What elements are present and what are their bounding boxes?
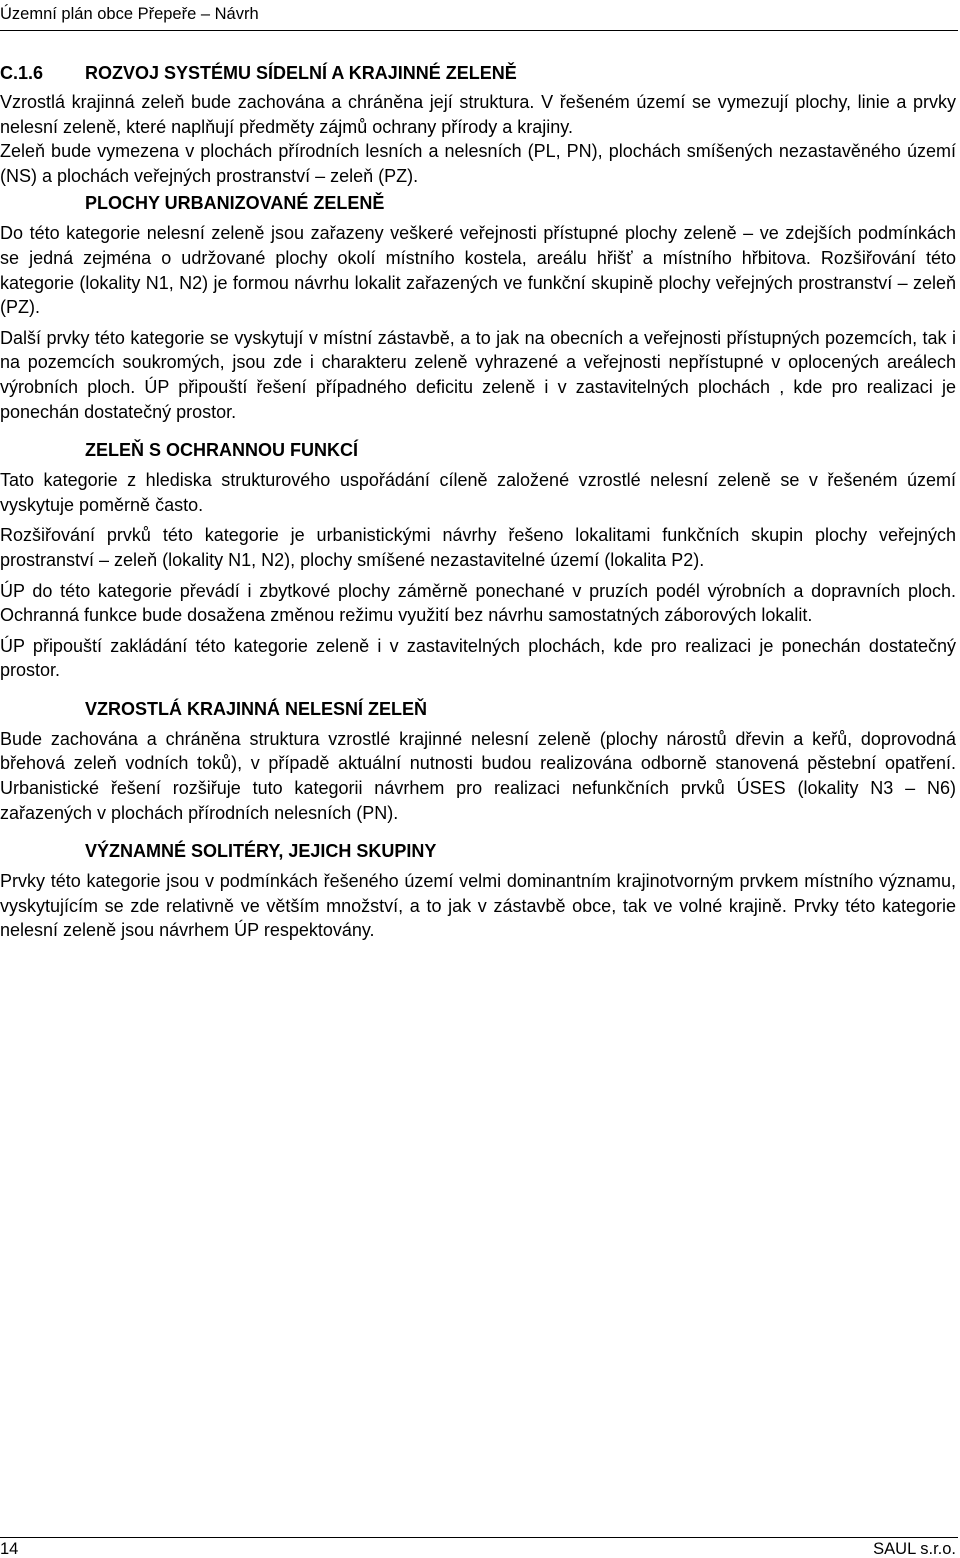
section-heading [0, 62, 956, 84]
paragraph: Rozšiřování prvků této kategorie je urbanistickými návrhy řešeno lokalitami funkčních skupin plochy veřejných prostranství – zeleň (lokality N1, N2), plochy smíšené nezastavitelné území (lokalita P2). [0, 525, 956, 570]
subsection-heading-protective-green: ZELEŇ S OCHRANNOU FUNKCÍ [85, 440, 358, 461]
header-divider [0, 30, 958, 31]
footer-divider [0, 1537, 958, 1538]
paragraph: Prvky této kategorie jsou v podmínkách řešeného území velmi dominantním krajinotvorným prvkem místního významu, vyskytujícím se zde relativně ve větším množství, a to jak v zástavbě obce, tak ve volné krajině. Prvky této kategorie nelesní zeleně jsou návrhem ÚP respektovány. [0, 871, 956, 941]
paragraph: Další prvky této kategorie se vyskytují v místní zástavbě, a to jak na obecních a veřejnosti přístupných pozemcích, tak i na pozemcích soukromých, jsou zde i charakteru zeleně vyhrazené a veřejnosti nepřístupné v oplocených areálech výrobních ploch. ÚP připouští řešení případného deficitu zeleně i v zastavitelných plochách , kde pro realizaci je ponechán dostatečný prostor. [0, 327, 956, 422]
paragraph: Bude zachována a chráněna struktura vzrostlé krajinné nelesní zeleně (plochy nárostů dřevin a keřů, doprovodná břehová zeleň vodních toků), v případě aktuální nutnosti budou realizována odborně stanovená pěstební opatření. Urbanistické řešení rozšiřuje tuto kategorii návrhem pro realizaci nefunkčních prvků ÚSES (lokality N3 – N6) zařazených v plochách přírodních nelesních (PN). [0, 728, 956, 823]
subsection-heading-landscape-green: VZROSTLÁ KRAJINNÁ NELESNÍ ZELEŇ [85, 698, 428, 719]
intro-paragraph: Vzrostlá krajinná zeleň bude zachována a chráněna její struktura. V řešeném území se vymezují plochy, linie a prvky nelesní zeleně, které naplňují předměty zájmů ochrany přírody a krajiny. [0, 92, 956, 137]
document-body [0, 62, 956, 943]
paragraph: Tato kategorie z hlediska strukturového uspořádání cíleně založené vzrostlé nelesní zeleně se v řešeném území vyskytuje poměrně často. [0, 470, 956, 515]
subsection-heading-urban-green: PLOCHY URBANIZOVANÉ ZELENĚ [85, 193, 385, 214]
paragraph: Do této kategorie nelesní zeleně jsou zařazeny veškeré veřejnosti přístupné plochy zeleně – ve zdejších podmínkách se jedná zejména o udržované plochy okolí místního kostela, areálu hřišť a místního hřbitova. Rozšiřování této kategorie (lokality N1, N2) je formou návrhu lokalit zařazených ve funkční skupině plochy veřejných prostranství – zeleň (PZ). [0, 223, 956, 318]
footer-company: SAUL s.r.o. [873, 1540, 956, 1558]
section-number: C.1.6 [0, 63, 44, 83]
intro-paragraph: Zeleň bude vymezena v plochách přírodních lesních a nelesních (PL, PN), plochách smíšených nezastavěného území (NS) a plochách veřejných prostranství – zeleň (PZ). [0, 141, 956, 186]
paragraph: ÚP připouští zakládání této kategorie zeleně i v zastavitelných plochách, kde pro realizaci je ponechán dostatečný prostor. [0, 635, 956, 681]
section-title: ROZVOJ SYSTÉMU SÍDELNÍ A KRAJINNÉ ZELENĚ [85, 63, 517, 83]
page-header: Územní plán obce Přepeře – Návrh [0, 5, 259, 23]
paragraph: ÚP do této kategorie převádí i zbytkové plochy záměrně ponechané v pruzích podél výrobních a dopravních ploch. Ochranná funkce bude dosažena změnou režimu využití bez návrhu samostatných záborových lokalit. [0, 580, 956, 626]
page-number: 14 [0, 1540, 19, 1558]
subsection-heading-solitary-trees: VÝZNAMNÉ SOLITÉRY, JEJICH SKUPINY [85, 841, 437, 862]
